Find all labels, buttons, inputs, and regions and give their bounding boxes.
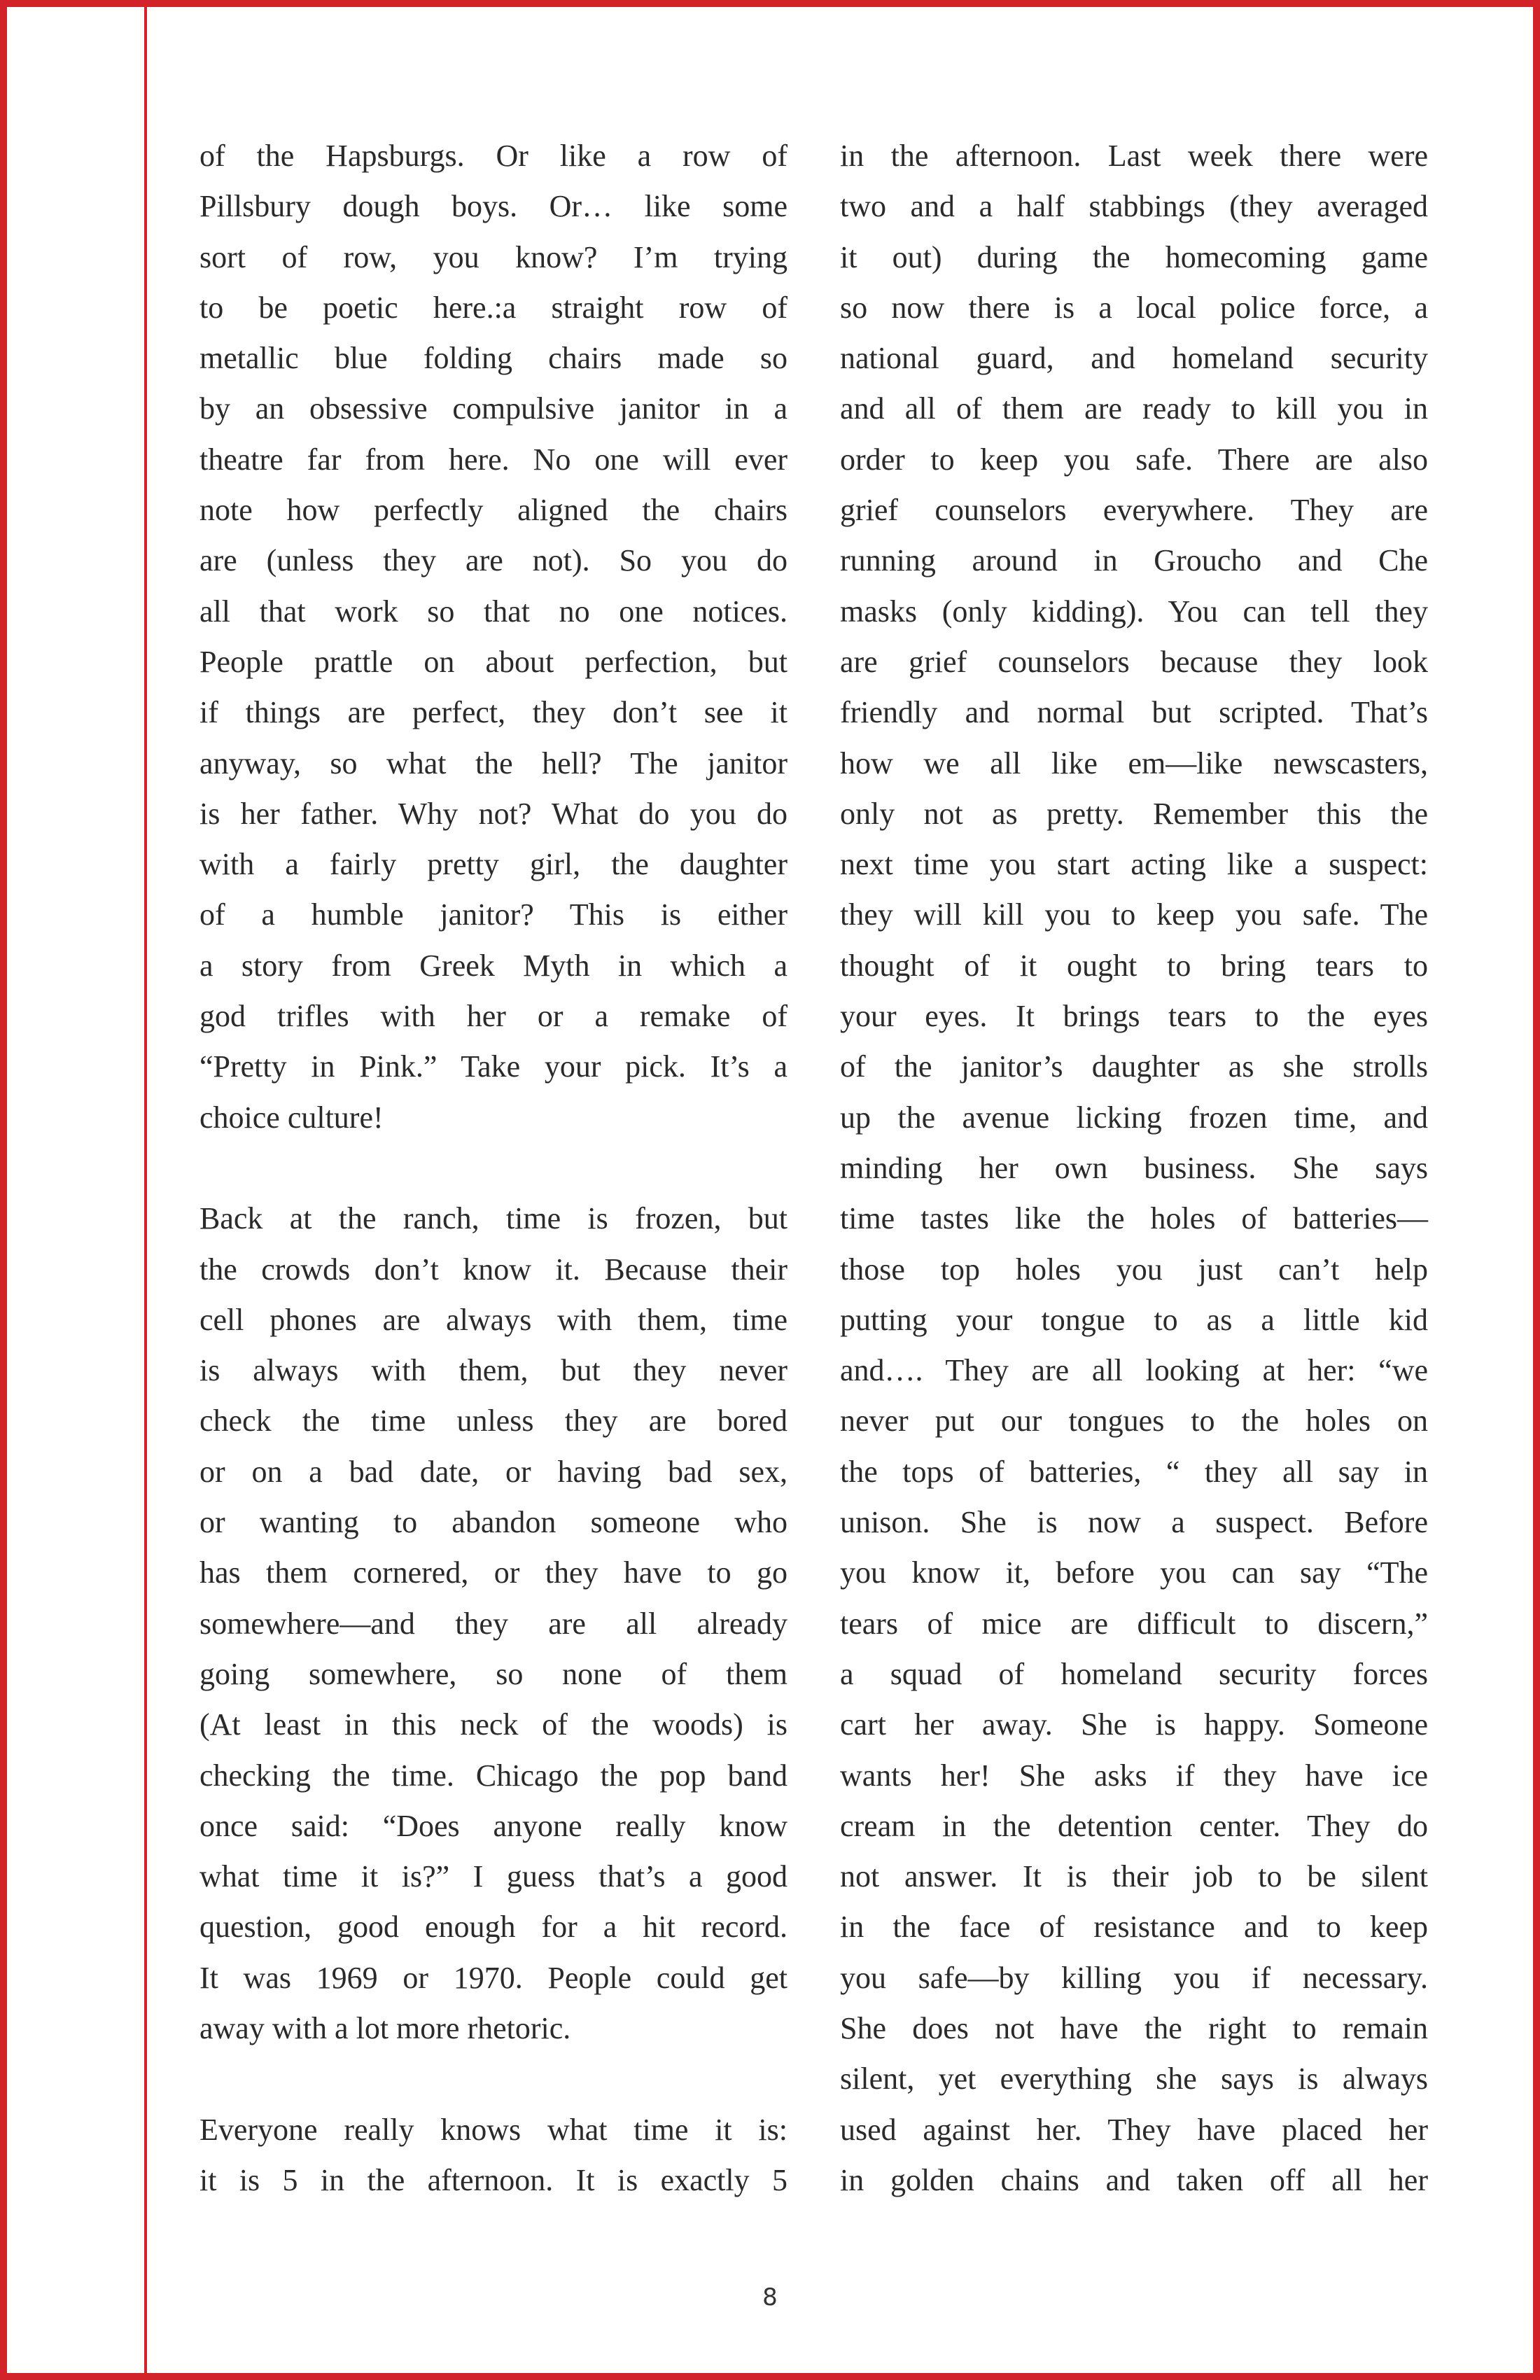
paragraph	[200, 1194, 788, 2054]
text-line: friendly and normal but scripted. That’s	[840, 695, 1428, 730]
text-line: or wanting to abandon someone who	[200, 1505, 788, 1540]
text-line: it is 5 in the afternoon. It is exactly 5	[200, 2162, 788, 2197]
text-line: putting your tongue to as a little kid	[840, 1302, 1428, 1337]
text-line: Back at the ranch, time is frozen, but	[200, 1201, 788, 1236]
text-line: by an obsessive compulsive janitor in a	[200, 391, 788, 426]
text-line: running around in Groucho and Che	[840, 543, 1428, 578]
text-line: time tastes like the holes of batteries—	[840, 1201, 1428, 1236]
text-line: “Pretty in Pink.” Take your pick. It’s a	[200, 1049, 788, 1084]
text-line: to be poetic here.:a straight row of	[200, 290, 788, 325]
text-line: choice culture!	[200, 1100, 384, 1135]
text-line: It was 1969 or 1970. People could get	[200, 1960, 788, 1995]
text-line: your eyes. It brings tears to the eyes	[840, 999, 1428, 1034]
text-line: all that work so that no one notices.	[200, 594, 788, 629]
text-line: once said: “Does anyone really know	[200, 1808, 788, 1843]
text-line: you safe—by killing you if necessary.	[840, 1960, 1428, 1995]
text-line: theatre far from here. No one will ever	[200, 442, 788, 477]
text-line: of a humble janitor? This is either	[200, 897, 788, 932]
text-line: anyway, so what the hell? The janitor	[200, 746, 788, 780]
text-line: how we all like em—like newscasters,	[840, 746, 1428, 780]
text-line: wants her! She asks if they have ice	[840, 1758, 1428, 1793]
text-line: next time you start acting like a suspect:	[840, 847, 1428, 882]
text-line: the tops of batteries, “ they all say in	[840, 1454, 1428, 1489]
text-line: used against her. They have placed her	[840, 2112, 1428, 2147]
text-line: Everyone really knows what time it is:	[200, 2112, 788, 2147]
text-line: and…. They are all looking at her: “we	[840, 1353, 1428, 1388]
text-line: a squad of homeland security forces	[840, 1656, 1428, 1691]
text-line: unison. She is now a suspect. Before	[840, 1505, 1428, 1540]
page-number: 8	[762, 2283, 778, 2311]
text-line: are grief counselors because they look	[840, 644, 1428, 679]
text-line: with a fairly pretty girl, the daughter	[200, 847, 788, 882]
text-line: check the time unless they are bored	[200, 1404, 788, 1438]
text-line: you know it, before you can say “The	[840, 1555, 1428, 1590]
text-line: somewhere—and they are all already	[200, 1606, 788, 1641]
paragraph	[840, 131, 1428, 2206]
text-line: it out) during the homecoming game	[840, 239, 1428, 274]
text-line: they will kill you to keep you safe. The	[840, 897, 1428, 932]
text-line: has them cornered, or they have to go	[200, 1555, 788, 1590]
margin-rule	[144, 7, 147, 2373]
text-line: (At least in this neck of the woods) is	[200, 1707, 788, 1742]
text-line: two and a half stabbings (they averaged	[840, 189, 1428, 224]
text-line: of the janitor’s daughter as she strolls	[840, 1049, 1428, 1084]
text-line: and all of them are ready to kill you in	[840, 391, 1428, 426]
text-line: only not as pretty. Remember this the	[840, 796, 1428, 831]
text-line: if things are perfect, they don’t see it	[200, 695, 788, 730]
text-line: never put our tongues to the holes on	[840, 1404, 1428, 1438]
text-line: the crowds don’t know it. Because their	[200, 1252, 788, 1287]
text-line: so now there is a local police force, a	[840, 290, 1428, 325]
text-line: cart her away. She is happy. Someone	[840, 1707, 1428, 1742]
text-line: order to keep you safe. There are also	[840, 442, 1428, 477]
paragraph	[200, 2105, 788, 2206]
text-line: are (unless they are not). So you do	[200, 543, 788, 578]
text-line: She does not have the right to remain	[840, 2010, 1428, 2045]
text-line: or on a bad date, or having bad sex,	[200, 1454, 788, 1489]
text-line: grief counselors everywhere. They are	[840, 493, 1428, 528]
text-line: those top holes you just can’t help	[840, 1252, 1428, 1287]
paragraph	[200, 131, 788, 1143]
text-line: of the Hapsburgs. Or like a row of	[200, 139, 788, 173]
text-line: question, good enough for a hit record.	[200, 1910, 788, 1945]
text-line: cell phones are always with them, time	[200, 1302, 788, 1337]
text-line: going somewhere, so none of them	[200, 1656, 788, 1691]
text-line: up the avenue licking frozen time, and	[840, 1100, 1428, 1135]
text-line: checking the time. Chicago the pop band	[200, 1758, 788, 1793]
text-line: not answer. It is their job to be silent	[840, 1859, 1428, 1894]
right-text-column	[840, 131, 1428, 2206]
text-line: tears of mice are difficult to discern,”	[840, 1606, 1428, 1641]
text-line: People prattle on about perfection, but	[200, 644, 788, 679]
text-line: minding her own business. She says	[840, 1150, 1428, 1185]
text-line: is her father. Why not? What do you do	[200, 796, 788, 831]
text-line: note how perfectly aligned the chairs	[200, 493, 788, 528]
text-line: metallic blue folding chairs made so	[200, 341, 788, 376]
text-line: thought of it ought to bring tears to	[840, 948, 1428, 983]
text-line: Pillsbury dough boys. Or… like some	[200, 189, 788, 224]
text-line: god trifles with her or a remake of	[200, 999, 788, 1034]
text-line: masks (only kidding). You can tell they	[840, 594, 1428, 629]
text-line: cream in the detention center. They do	[840, 1808, 1428, 1843]
text-line: sort of row, you know? I’m trying	[200, 239, 788, 274]
text-line: national guard, and homeland security	[840, 341, 1428, 376]
text-line: in golden chains and taken off all her	[840, 2162, 1428, 2197]
text-line: is always with them, but they never	[200, 1353, 788, 1388]
text-line: a story from Greek Myth in which a	[200, 948, 788, 983]
text-line: what time it is?” I guess that’s a good	[200, 1859, 788, 1894]
paragraph-gap	[200, 1143, 788, 1194]
text-line: silent, yet everything she says is always	[840, 2062, 1428, 2096]
text-line: in the afternoon. Last week there were	[840, 139, 1428, 173]
text-line: in the face of resistance and to keep	[840, 1910, 1428, 1945]
left-text-column	[200, 131, 788, 2206]
paragraph-gap	[200, 2054, 788, 2104]
text-line: away with a lot more rhetoric.	[200, 2010, 571, 2045]
